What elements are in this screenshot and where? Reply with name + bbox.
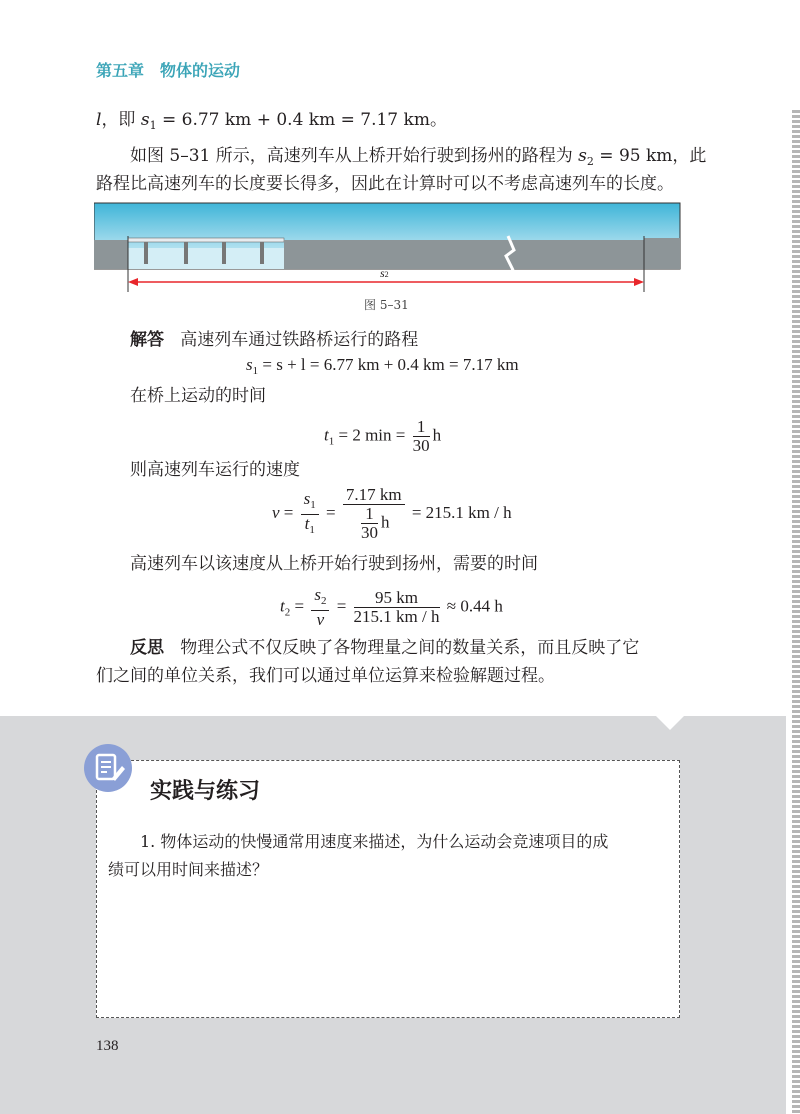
equals: = [279,502,298,522]
time-label: 高速列车以该速度从上桥开始行驶到扬州，需要的时间 [130,554,538,574]
inner-fraction [361,505,378,542]
text: 如图 5–31 所示，高速列车从上桥开始行驶到扬州的路程为 [130,146,579,166]
fraction-value [343,486,405,542]
bridge-deck [128,238,284,242]
numerator: 7.17 km [343,486,405,505]
right-shore [644,238,680,269]
exercise-line-1: 1. 物体运动的快慢通常用速度来描述，为什么运动会竞速项目的成 [140,832,609,851]
solution-label: 解答 [130,330,164,350]
denominator: 30 [360,523,378,542]
fraction [413,418,430,455]
arrow-head-right [634,278,644,286]
exercise-1 [108,828,668,884]
numerator: 1 [361,505,378,524]
practice-title: 实践与练习 [150,779,261,804]
numerator: 95 km [354,589,440,608]
result: ≈ 0.44 h [442,596,503,616]
unit: h [380,512,390,532]
reflection-line-2: 们之间的单位关系，我们可以通过单位运算来检验解题过程。 [96,666,555,686]
var-s: s [303,488,311,508]
formula-s1 [246,355,519,377]
chapter-header: 第五章 物体的运动 [96,61,241,80]
denominator: 30 [412,436,430,455]
denominator: v [316,610,325,629]
s2-text: s [380,266,385,280]
denominator [301,515,319,539]
formula-mid: = 2 min = [334,425,410,445]
subscript: 1 [252,365,259,377]
reflection-label: 反思 [130,638,164,658]
var-t: t [280,596,285,616]
arrow-head-left [128,278,138,286]
text-line-1 [96,108,686,138]
denominator: 215.1 km / h [353,607,440,626]
var-t: t [304,513,310,533]
subscript: 2 [586,155,594,168]
exercise-line-2: 绩可以用时间来描述？ [108,860,269,879]
equation-text: = 6.77 km + 0.4 km = 7.17 km。 [156,110,447,130]
formula-rest: = s + l = 6.77 km + 0.4 km = 7.17 km [258,355,519,374]
page-edge-decoration [792,110,800,1114]
text: ，即 [101,110,141,130]
subscript: 1 [310,498,316,511]
bridge-time-label: 在桥上运动的时间 [130,386,266,406]
paragraph-line-1 [130,144,720,174]
result: = 215.1 km / h [407,502,512,522]
page-number: 138 [96,1038,119,1054]
equals: = [290,596,309,616]
formula-t2 [280,586,503,629]
figure-caption: 图 5–31 [364,298,409,312]
subscript: 1 [309,523,315,536]
notebook-pen-icon [84,744,132,792]
paragraph-line-2: 路程比高速列车的长度要长得多，因此在计算时可以不考虑高速列车的长度。 [96,174,674,194]
equals: = [321,502,340,522]
solution-line [130,328,720,352]
formula-t1 [324,418,441,455]
fraction-s-over-v [311,586,329,629]
fraction-s-over-t [301,490,319,539]
practice-notch [656,716,684,730]
text: = 95 km，此 [593,146,707,166]
numerator [311,586,329,611]
notebook-pen-icon-svg [84,744,132,792]
var-s: s [578,146,587,166]
speed-label: 则高速列车运行的速度 [130,460,300,480]
subscript: 2 [284,606,291,619]
subscript: 1 [149,119,157,132]
equals: = [332,596,351,616]
s2-label [380,266,389,281]
s2-sub: 2 [384,270,389,279]
subscript: 2 [320,595,327,607]
fraction-value [354,589,440,626]
reflection-line-1 [130,636,720,660]
subscript: 1 [328,435,335,448]
solution-text: 高速列车通过铁路桥运行的路程 [180,330,419,350]
var-s: s [140,110,150,130]
denominator [343,505,405,542]
var-s: s [314,585,321,604]
var-t: t [324,425,329,445]
var-l: l [96,110,102,130]
numerator: 1 [413,418,430,437]
var-v: v [272,502,280,522]
formula-v [272,486,512,542]
left-shore [94,240,128,269]
unit: h [432,425,442,445]
ground-band [284,240,644,269]
reflection-text: 物理公式不仅反映了各物理量之间的数量关系，而且反映了它 [180,638,640,658]
numerator [301,490,319,515]
var-s: s [246,355,253,374]
